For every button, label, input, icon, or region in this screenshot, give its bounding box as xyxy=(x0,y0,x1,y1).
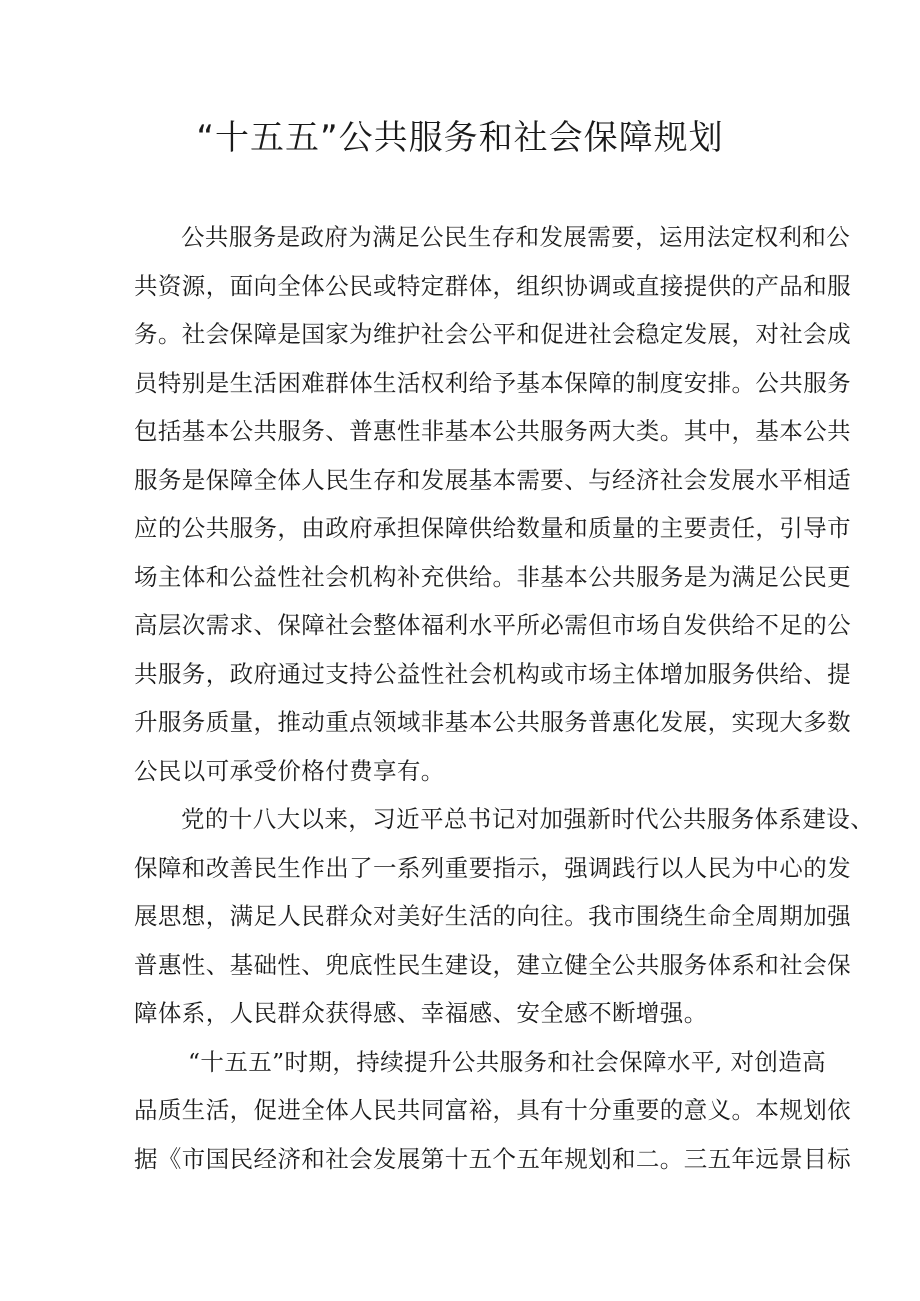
text-line: 包括基本公共服务、普惠性非基本公共服务两大类。其中，基本公共 xyxy=(134,417,851,445)
text-line: 保障和改善民生作出了一系列重要指示，强调践行以人民为中心的发 xyxy=(134,853,851,882)
paragraph-public-services-definition xyxy=(134,213,851,795)
text-line: 党的十八大以来，习近平总书记对加强新时代公共服务体系建设、 xyxy=(181,805,875,833)
paragraph-since-18th-congress xyxy=(134,795,875,1038)
text-line: 升服务质量，推动重点领域非基本公共服务普惠化发展，实现大多数 xyxy=(134,708,851,736)
text-line: 品质生活，促进全体人民共同富裕，具有十分重要的意义。本规划依 xyxy=(134,1096,851,1124)
text-line: 公民以可承受价格付费享有。 xyxy=(134,756,445,785)
document-title: “十五五”公共服务和社会保障规划 xyxy=(196,118,724,158)
text-line: “十五五”时期，持续提升公共服务和社会保障水平, 对创造高 xyxy=(188,1047,827,1076)
text-line: 据《市国民经济和社会发展第十五个五年规划和二。三五年远景目标 xyxy=(134,1144,851,1173)
text-line: 高层次需求、保障社会整体福利水平所必需但市场自发供给不足的公 xyxy=(134,611,851,639)
text-line: 共服务，政府通过支持公益性社会机构或市场主体增加服务供给、提 xyxy=(134,659,851,688)
text-line: 共资源，面向全体公民或特定群体，组织协调或直接提供的产品和服 xyxy=(134,271,851,300)
text-line: 公共服务是政府为满足公民生存和发展需要，运用法定权利和公 xyxy=(181,223,851,251)
text-line: 务。社会保障是国家为维护社会公平和促进社会稳定发展，对社会成 xyxy=(134,320,851,348)
document-body xyxy=(134,213,875,1183)
text-line: 员特别是生活困难群体生活权利给予基本保障的制度安排。公共服务 xyxy=(134,368,851,397)
text-line: 展思想，满足人民群众对美好生活的向往。我市围绕生命全周期加强 xyxy=(134,902,851,930)
text-line: 障体系，人民群众获得感、幸福感、安全感不断增强。 xyxy=(134,999,708,1027)
text-line: 普惠性、基础性、兜底性民生建设，建立健全公共服务体系和社会保 xyxy=(134,950,851,979)
text-line: 应的公共服务，由政府承担保障供给数量和质量的主要责任，引导市 xyxy=(134,514,851,542)
text-line: 场主体和公益性社会机构补充供给。非基本公共服务是为满足公民更 xyxy=(134,562,851,591)
paragraph-15th-five-year-period xyxy=(134,1038,851,1184)
text-line: 服务是保障全体人民生存和发展基本需要、与经济社会发展水平相适 xyxy=(134,465,851,494)
